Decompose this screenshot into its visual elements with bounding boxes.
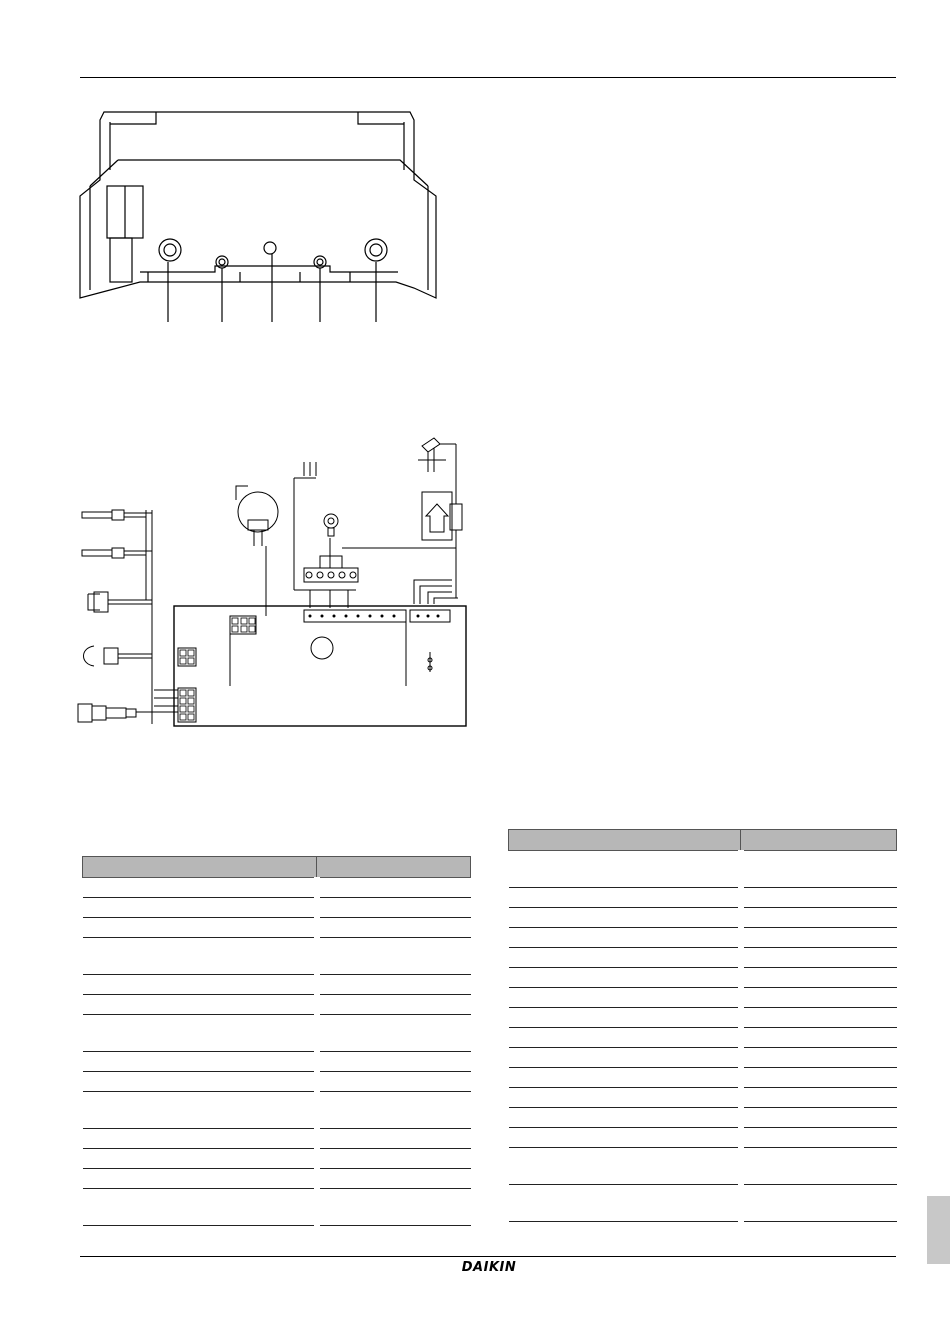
brand-logo: DAIKIN xyxy=(461,1260,517,1275)
fan-motor xyxy=(236,486,278,616)
table-row xyxy=(509,1108,897,1128)
table-cell xyxy=(317,938,471,975)
table-row xyxy=(83,1189,471,1226)
table-cell xyxy=(83,938,317,975)
table-row xyxy=(83,1129,471,1149)
table-cell xyxy=(509,1028,741,1048)
table-cell xyxy=(83,995,317,1015)
table-cell xyxy=(509,948,741,968)
sensor-3 xyxy=(88,592,152,612)
sensor-1 xyxy=(82,510,152,520)
table-row xyxy=(509,908,897,928)
table-cell xyxy=(741,851,897,888)
table-cell xyxy=(317,1189,471,1226)
table-cell xyxy=(317,878,471,898)
table-cell xyxy=(317,1092,471,1129)
table-cell xyxy=(83,1092,317,1129)
table-cell xyxy=(741,1068,897,1088)
table-row xyxy=(83,918,471,938)
table-cell xyxy=(317,918,471,938)
table-row xyxy=(509,1068,897,1088)
table-row xyxy=(83,938,471,975)
table-row xyxy=(509,851,897,888)
table-cell xyxy=(741,1148,897,1185)
table-cell xyxy=(741,968,897,988)
table-cell xyxy=(317,1149,471,1169)
table-cell xyxy=(509,928,741,948)
table-row xyxy=(509,968,897,988)
table-section-cell xyxy=(509,1108,897,1128)
table-cell xyxy=(83,1169,317,1189)
table-cell xyxy=(83,1189,317,1226)
table-cell xyxy=(509,1008,741,1028)
table-header-row xyxy=(509,830,897,851)
table-cell xyxy=(509,968,741,988)
table-cell xyxy=(317,1015,471,1052)
table-cell xyxy=(83,975,317,995)
table-cell xyxy=(509,1128,741,1148)
table-cell xyxy=(741,888,897,908)
table-row xyxy=(83,878,471,898)
table-row xyxy=(83,1169,471,1189)
table-cell xyxy=(741,1185,897,1222)
table-cell xyxy=(741,1048,897,1068)
sensor-5 xyxy=(78,690,178,722)
table-row xyxy=(83,1092,471,1129)
table-cell xyxy=(83,898,317,918)
table-cell xyxy=(741,1028,897,1048)
pcb-board xyxy=(174,606,466,726)
table-cell xyxy=(741,1008,897,1028)
table-row xyxy=(509,888,897,908)
left-spec-table xyxy=(82,856,471,1226)
table-header-cell xyxy=(317,857,471,878)
table-row xyxy=(83,1149,471,1169)
table-cell xyxy=(317,995,471,1015)
table-cell xyxy=(317,975,471,995)
footer-rule xyxy=(80,1256,896,1257)
right-spec-table xyxy=(508,829,897,1222)
table-header-row xyxy=(83,857,471,878)
table-header-cell xyxy=(741,830,897,851)
table-cell xyxy=(83,1015,317,1052)
table-row xyxy=(509,1128,897,1148)
table-row xyxy=(509,1028,897,1048)
table-cell xyxy=(741,948,897,968)
table-row xyxy=(509,988,897,1008)
table-cell xyxy=(509,988,741,1008)
table-row xyxy=(509,948,897,968)
table-cell xyxy=(317,898,471,918)
table-row xyxy=(83,1072,471,1092)
table-row xyxy=(509,1008,897,1028)
table-row xyxy=(509,1088,897,1108)
table-cell xyxy=(509,1068,741,1088)
table-cell xyxy=(509,888,741,908)
table-cell xyxy=(509,1048,741,1068)
sensor-2 xyxy=(82,548,152,558)
sensor-4 xyxy=(84,646,153,666)
table-row xyxy=(509,1048,897,1068)
table-cell xyxy=(509,1185,741,1222)
table-cell xyxy=(317,1169,471,1189)
table-cell xyxy=(741,928,897,948)
table-cell xyxy=(83,918,317,938)
side-tab xyxy=(927,1196,950,1264)
table-cell xyxy=(741,908,897,928)
table-cell xyxy=(83,1149,317,1169)
table-header-cell xyxy=(509,830,741,851)
table-cell xyxy=(509,1148,741,1185)
table-header-cell xyxy=(83,857,317,878)
table-cell xyxy=(83,878,317,898)
table-cell xyxy=(741,1088,897,1108)
table-cell xyxy=(83,1052,317,1072)
table-cell xyxy=(83,1072,317,1092)
table-row xyxy=(509,1185,897,1222)
table-cell xyxy=(509,851,741,888)
table-row xyxy=(83,1052,471,1072)
table-cell xyxy=(317,1052,471,1072)
table-row xyxy=(83,995,471,1015)
table-row xyxy=(509,928,897,948)
table-cell xyxy=(741,988,897,1008)
table-cell xyxy=(741,1128,897,1148)
table-row xyxy=(509,1148,897,1185)
table-row xyxy=(83,898,471,918)
table-row xyxy=(83,975,471,995)
table-cell xyxy=(509,908,741,928)
table-section-cell xyxy=(83,1129,471,1149)
table-cell xyxy=(509,1088,741,1108)
table-cell xyxy=(317,1072,471,1092)
table-row xyxy=(83,1015,471,1052)
